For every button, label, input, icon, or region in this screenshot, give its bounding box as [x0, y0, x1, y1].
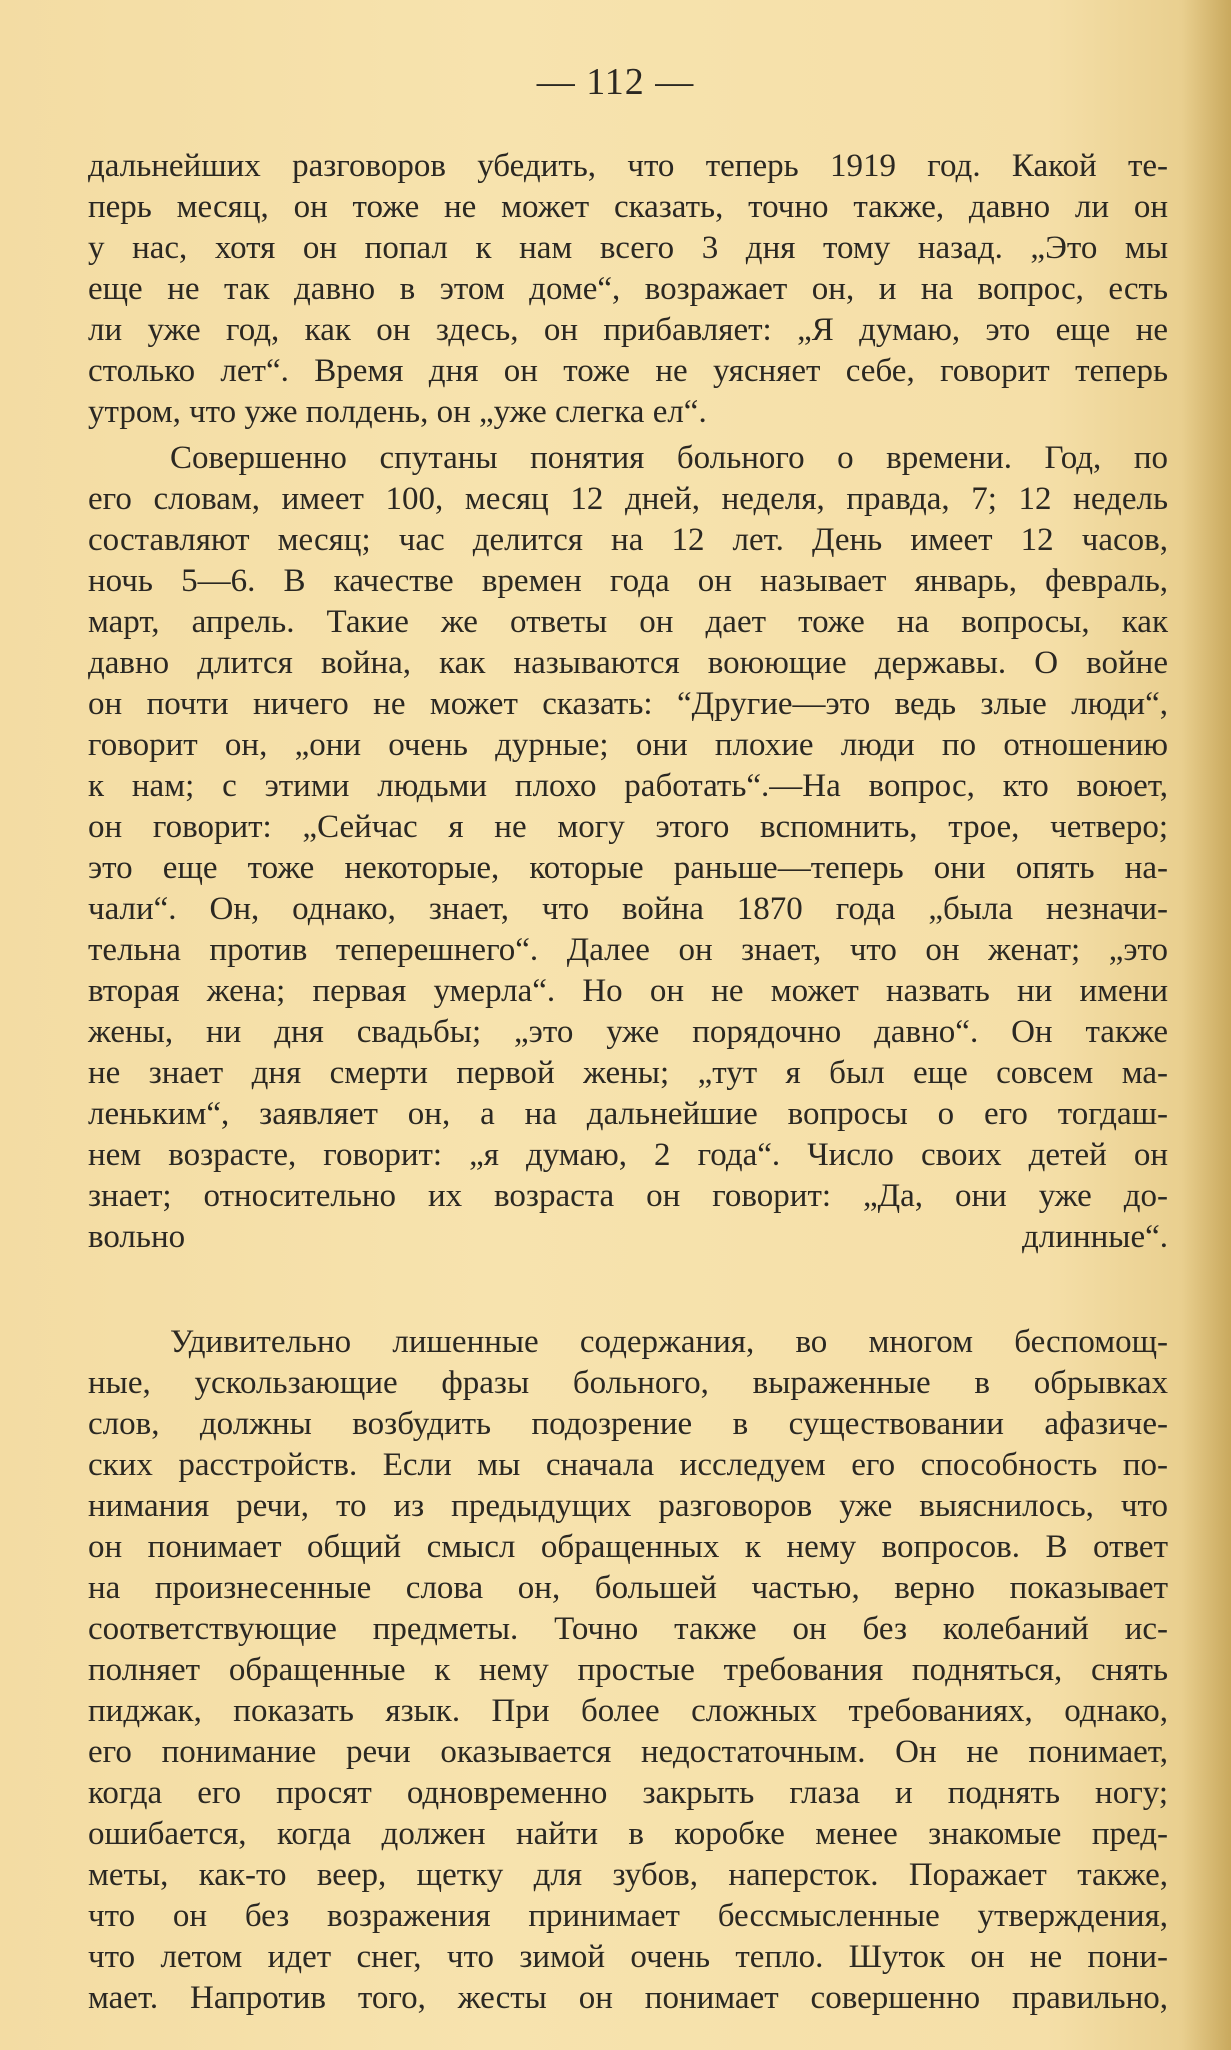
text-line: он говорит: „Сейчас я не могу этого вспомнить, трое, четверо;: [88, 809, 1168, 845]
text-line: что летом идет снег, что зимой очень тепло. Шуток он не пони-: [88, 1939, 1168, 1975]
text-line: составляют месяц; час делится на 12 лет. День имеет 12 часов,: [88, 522, 1168, 558]
text-line: меты, как-то веер, щетку для зубов, наперсток. Поражает также,: [88, 1857, 1168, 1893]
text-line: к нам; с этими людьми плохо работать“.—На вопрос, кто воюет,: [88, 768, 1168, 804]
page-body: [88, 146, 1168, 2019]
text-line: леньким“, заявляет он, а на дальнейшие вопросы о его тогдаш-: [88, 1096, 1168, 1132]
text-line: ли уже год, как он здесь, он прибавляет: „Я думаю, это еще не: [88, 312, 1168, 348]
text-line: ночь 5—6. В качестве времен года он называет январь, февраль,: [88, 563, 1168, 599]
text-line: перь месяц, он тоже не может сказать, точно также, давно ли он: [88, 189, 1168, 225]
text-line: Удивительно лишенные содержания, во многом беспомощ-: [170, 1324, 1168, 1360]
text-line: март, апрель. Такие же ответы он дает тоже на вопросы, как: [88, 604, 1168, 640]
text-line: его словам, имеет 100, месяц 12 дней, неделя, правда, 7; 12 недель: [88, 481, 1168, 517]
text-line: слов, должны возбудить подозрение в существовании афазиче-: [88, 1406, 1168, 1442]
text-line: пиджак, показать язык. При более сложных требованиях, однако,: [88, 1693, 1168, 1729]
text-line: когда его просят одновременно закрыть глаза и поднять ногу;: [88, 1775, 1168, 1811]
paragraph-1: [88, 146, 1168, 433]
text-line: нимания речи, то из предыдущих разговоров уже выяснилось, что: [88, 1488, 1168, 1524]
text-line: говорит он, „они очень дурные; они плохие люди по отношению: [88, 727, 1168, 763]
text-line: жены, ни дня свадьбы; „это уже порядочно давно“. Он также: [88, 1014, 1168, 1050]
text-line: не знает дня смерти первой жены; „тут я был еще совсем ма-: [88, 1055, 1168, 1091]
text-line: Совершенно спутаны понятия больного о времени. Год, по: [170, 440, 1168, 476]
text-line: тельна против теперешнего“. Далее он знает, что он женат; „это: [88, 932, 1168, 968]
text-line: утром, что уже полдень, он „уже слегка ел“.: [88, 394, 707, 430]
text-line: ные, ускользающие фразы больного, выраженные в обрывках: [88, 1365, 1168, 1401]
text-line: [88, 1258, 1168, 1299]
text-line: знает; относительно их возраста он говорит: „Да, они уже до-: [88, 1178, 1168, 1214]
paragraph-2: [88, 438, 1168, 1299]
text-line: у нас, хотя он попал к нам всего 3 дня тому назад. „Это мы: [88, 230, 1168, 266]
page-number: — 112 —: [536, 61, 695, 103]
text-line: он почти ничего не может сказать: “Другие—это ведь злые люди“,: [88, 686, 1168, 722]
text-line: ошибается, когда должен найти в коробке менее знакомые пред-: [88, 1816, 1168, 1852]
text-line: он понимает общий смысл обращенных к нему вопросов. В ответ: [88, 1529, 1168, 1565]
text-line: это еще тоже некоторые, которые раньше—теперь они опять на-: [88, 850, 1168, 886]
text-line: полняет обращенные к нему простые требования подняться, снять: [88, 1652, 1168, 1688]
text-line: ских расстройств. Если мы сначала исследуем его способность по-: [88, 1447, 1168, 1483]
text-line: дальнейших разговоров убедить, что теперь 1919 год. Какой те-: [88, 148, 1168, 184]
text-line: еще не так давно в этом доме“, возражает он, и на вопрос, есть: [88, 271, 1168, 307]
text-line: чали“. Он, однако, знает, что война 1870 года „была незначи-: [88, 891, 1168, 927]
text-line: давно длится война, как называются воюющие державы. О войне: [88, 645, 1168, 681]
paragraph-3: [88, 1322, 1168, 2019]
text-line: его понимание речи оказывается недостаточным. Он не понимает,: [88, 1734, 1168, 1770]
text-line: на произнесенные слова он, большей частью, верно показывает: [88, 1570, 1168, 1606]
text-line: нем возрасте, говорит: „я думаю, 2 года“. Число своих детей он: [88, 1137, 1168, 1173]
text-line: столько лет“. Время дня он тоже не уясняет себе, говорит теперь: [88, 353, 1168, 389]
text-line: мает. Напротив того, жесты он понимает совершенно правильно,: [88, 1980, 1168, 2016]
text-line: что он без возражения принимает бессмысленные утверждения,: [88, 1898, 1168, 1934]
text-line: вольно длинные“.: [88, 1219, 1168, 1255]
text-line: соответствующие предметы. Точно также он без колебаний ис-: [88, 1611, 1168, 1647]
text-line: вторая жена; первая умерла“. Но он не может назвать ни имени: [88, 973, 1168, 1009]
